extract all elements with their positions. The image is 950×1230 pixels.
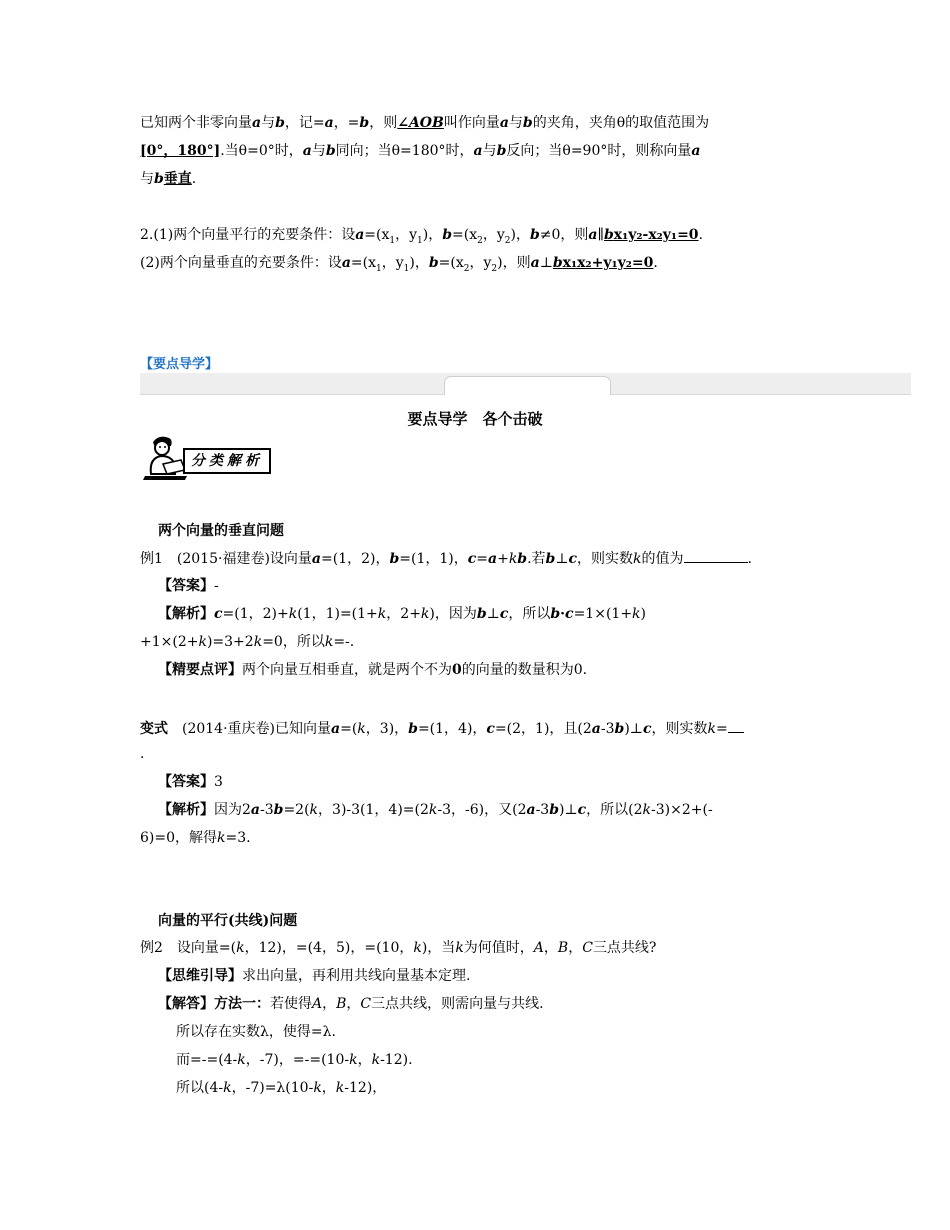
example-2-answer-line-3: 而=-=(4-k，-7)，=-=(10-k，k-12). (176, 1052, 413, 1068)
example-1-review: 【精要点评】两个向量互相垂直，就是两个不为0的向量的数量积为0. (158, 662, 588, 678)
example-2-answer-line-2: 所以存在实数λ，使得=λ. (176, 1024, 336, 1040)
section-tag: 【要点导学】 (140, 357, 219, 372)
example-2-question: 例2 设向量=(k，12)，=(4，5)，=(10，k)，当k为何值时，A，B，C三点共线? (140, 940, 657, 956)
example-1-answer: 【答案】- (158, 578, 219, 594)
center-title: 要点导学 各个击破 (407, 410, 543, 428)
example-2-answer-line-4: 所以(4-k，-7)=λ(10-k，k-12)， (176, 1080, 387, 1096)
definition-line-2: [0°，180°].当θ=0°时，a与b同向；当θ=180°时，a与b反向；当θ=90°时，则称向量a (140, 143, 701, 159)
parallel-condition: 2.(1)两个向量平行的充要条件：设$a=(x_1$，$y_1$)，$b=(x_2$，$y_2$)，b≠0，则a∥bx₁y₂-x₂y₁=0. (140, 227, 703, 246)
heading-parallel: 向量的平行(共线)问题 (158, 913, 298, 929)
example-1-solution-line-2: +1×(2+k)=3+2k=0，所以k=-. (140, 634, 355, 650)
example-1-solution-line-1: 【解析】c=(1，2)+k(1，1)=(1+k，2+k)，因为b⊥c，所以b·c=1×(1+k) (158, 606, 646, 622)
variant-question: 变式 (2014·重庆卷)已知向量a=(k，3)，b=(1，4)，c=(2，1)，且(2a-3b)⊥c，则实数k= (140, 718, 744, 739)
variant-answer-blank (728, 718, 744, 733)
variant-question-end: . (140, 746, 145, 762)
answer-blank (684, 548, 748, 563)
example-1-question: 例1 (2015·福建卷)设向量a=(1，2)，b=(1，1)，c=a+kb.若b⊥c，则实数k的值为 . (140, 548, 752, 569)
variant-answer: 【答案】3 (158, 774, 223, 790)
variant-solution-line-2: 6)=0，解得k=3. (140, 830, 251, 846)
example-2-answer-line-1: 【解答】方法一：若使得A，B，C三点共线，则需向量与共线. (158, 996, 544, 1012)
variant-solution-line-1: 【解析】因为2a-3b=2(k，3)-3(1，4)=(2k-3，-6)，又(2a-3b)⊥c，所以(2k-3)×2+(- (158, 802, 713, 818)
heading-perpendicular: 两个向量的垂直问题 (158, 523, 284, 539)
definition-line-3: 与b垂直. (140, 171, 197, 187)
perpendicular-condition: (2)两个向量垂直的充要条件：设$a=(x_1$，$y_1$)，$b=(x_2$，$y_2$)，则a⊥bx₁x₂+y₁y₂=0. (140, 255, 658, 274)
category-badge (141, 434, 275, 482)
badge-label: 分类解析 (183, 448, 271, 474)
separator-tab (444, 376, 611, 395)
example-2-thinking: 【思维引导】求出向量，再利用共线向量基本定理. (158, 968, 471, 984)
definition-line-1: 已知两个非零向量a与b，记=a，=b，则∠AOB叫作向量a与b的夹角，夹角θ的取值范围为 (140, 115, 710, 131)
